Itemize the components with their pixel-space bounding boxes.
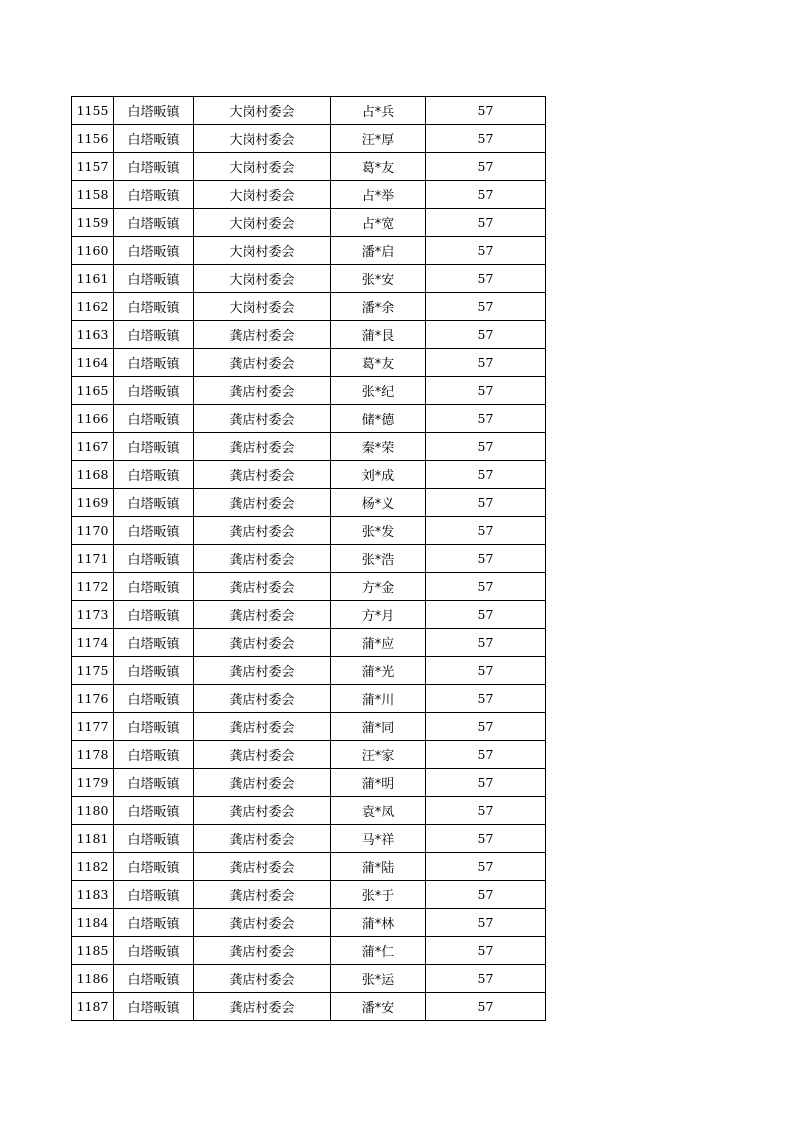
cell-amount: 57 xyxy=(426,769,546,797)
cell-town: 白塔畈镇 xyxy=(114,489,194,517)
cell-town: 白塔畈镇 xyxy=(114,97,194,125)
cell-amount: 57 xyxy=(426,405,546,433)
cell-name: 蒲*川 xyxy=(331,685,426,713)
cell-name: 蒲*林 xyxy=(331,909,426,937)
cell-amount: 57 xyxy=(426,489,546,517)
table-row xyxy=(72,965,546,993)
cell-town: 白塔畈镇 xyxy=(114,853,194,881)
cell-amount: 57 xyxy=(426,293,546,321)
cell-town: 白塔畈镇 xyxy=(114,377,194,405)
cell-village: 龚店村委会 xyxy=(194,349,331,377)
cell-village: 龚店村委会 xyxy=(194,377,331,405)
table-row xyxy=(72,993,546,1021)
cell-row-number: 1169 xyxy=(72,489,114,517)
cell-row-number: 1165 xyxy=(72,377,114,405)
cell-amount: 57 xyxy=(426,265,546,293)
table-body xyxy=(72,97,546,1021)
cell-village: 龚店村委会 xyxy=(194,937,331,965)
cell-amount: 57 xyxy=(426,545,546,573)
cell-town: 白塔畈镇 xyxy=(114,797,194,825)
cell-name: 蒲*陆 xyxy=(331,853,426,881)
cell-row-number: 1159 xyxy=(72,209,114,237)
cell-town: 白塔畈镇 xyxy=(114,909,194,937)
cell-amount: 57 xyxy=(426,937,546,965)
cell-name: 方*金 xyxy=(331,573,426,601)
cell-village: 大岗村委会 xyxy=(194,181,331,209)
cell-row-number: 1178 xyxy=(72,741,114,769)
cell-amount: 57 xyxy=(426,321,546,349)
cell-name: 张*发 xyxy=(331,517,426,545)
cell-amount: 57 xyxy=(426,573,546,601)
cell-amount: 57 xyxy=(426,349,546,377)
cell-village: 龚店村委会 xyxy=(194,405,331,433)
cell-town: 白塔畈镇 xyxy=(114,153,194,181)
cell-village: 龚店村委会 xyxy=(194,741,331,769)
cell-name: 蒲*艮 xyxy=(331,321,426,349)
cell-name: 刘*成 xyxy=(331,461,426,489)
table-row xyxy=(72,601,546,629)
table-row xyxy=(72,685,546,713)
cell-name: 潘*余 xyxy=(331,293,426,321)
table-row xyxy=(72,97,546,125)
table-row xyxy=(72,517,546,545)
cell-amount: 57 xyxy=(426,601,546,629)
cell-row-number: 1161 xyxy=(72,265,114,293)
cell-town: 白塔畈镇 xyxy=(114,293,194,321)
table-row xyxy=(72,125,546,153)
table-row xyxy=(72,377,546,405)
cell-name: 蒲*光 xyxy=(331,657,426,685)
cell-amount: 57 xyxy=(426,461,546,489)
cell-town: 白塔畈镇 xyxy=(114,713,194,741)
cell-amount: 57 xyxy=(426,377,546,405)
cell-town: 白塔畈镇 xyxy=(114,265,194,293)
cell-row-number: 1184 xyxy=(72,909,114,937)
cell-row-number: 1182 xyxy=(72,853,114,881)
table-row xyxy=(72,153,546,181)
table-row xyxy=(72,881,546,909)
cell-amount: 57 xyxy=(426,909,546,937)
cell-row-number: 1187 xyxy=(72,993,114,1021)
table-row xyxy=(72,209,546,237)
cell-row-number: 1170 xyxy=(72,517,114,545)
cell-row-number: 1171 xyxy=(72,545,114,573)
cell-row-number: 1176 xyxy=(72,685,114,713)
cell-village: 龚店村委会 xyxy=(194,825,331,853)
cell-name: 占*兵 xyxy=(331,97,426,125)
cell-row-number: 1157 xyxy=(72,153,114,181)
cell-name: 蒲*应 xyxy=(331,629,426,657)
cell-town: 白塔畈镇 xyxy=(114,545,194,573)
cell-village: 龚店村委会 xyxy=(194,489,331,517)
cell-village: 龚店村委会 xyxy=(194,629,331,657)
cell-amount: 57 xyxy=(426,433,546,461)
cell-village: 龚店村委会 xyxy=(194,685,331,713)
cell-row-number: 1164 xyxy=(72,349,114,377)
cell-village: 龚店村委会 xyxy=(194,657,331,685)
cell-name: 葛*友 xyxy=(331,153,426,181)
table-row xyxy=(72,769,546,797)
table-row xyxy=(72,797,546,825)
cell-amount: 57 xyxy=(426,97,546,125)
cell-amount: 57 xyxy=(426,517,546,545)
cell-row-number: 1167 xyxy=(72,433,114,461)
cell-village: 龚店村委会 xyxy=(194,517,331,545)
cell-row-number: 1158 xyxy=(72,181,114,209)
cell-town: 白塔畈镇 xyxy=(114,657,194,685)
cell-name: 袁*凤 xyxy=(331,797,426,825)
cell-name: 张*浩 xyxy=(331,545,426,573)
cell-row-number: 1174 xyxy=(72,629,114,657)
cell-town: 白塔畈镇 xyxy=(114,573,194,601)
cell-village: 龚店村委会 xyxy=(194,881,331,909)
cell-row-number: 1168 xyxy=(72,461,114,489)
cell-amount: 57 xyxy=(426,825,546,853)
cell-village: 龚店村委会 xyxy=(194,601,331,629)
cell-name: 潘*启 xyxy=(331,237,426,265)
table-row xyxy=(72,237,546,265)
cell-village: 龚店村委会 xyxy=(194,909,331,937)
table-row xyxy=(72,461,546,489)
cell-amount: 57 xyxy=(426,153,546,181)
cell-town: 白塔畈镇 xyxy=(114,601,194,629)
cell-village: 大岗村委会 xyxy=(194,153,331,181)
cell-row-number: 1166 xyxy=(72,405,114,433)
cell-amount: 57 xyxy=(426,237,546,265)
cell-row-number: 1160 xyxy=(72,237,114,265)
cell-row-number: 1155 xyxy=(72,97,114,125)
table-row xyxy=(72,433,546,461)
cell-town: 白塔畈镇 xyxy=(114,517,194,545)
cell-name: 杨*义 xyxy=(331,489,426,517)
cell-village: 龚店村委会 xyxy=(194,433,331,461)
cell-village: 大岗村委会 xyxy=(194,237,331,265)
cell-name: 张*纪 xyxy=(331,377,426,405)
cell-name: 秦*荣 xyxy=(331,433,426,461)
cell-name: 潘*安 xyxy=(331,993,426,1021)
cell-village: 龚店村委会 xyxy=(194,573,331,601)
cell-amount: 57 xyxy=(426,685,546,713)
cell-name: 占*举 xyxy=(331,181,426,209)
cell-town: 白塔畈镇 xyxy=(114,349,194,377)
cell-amount: 57 xyxy=(426,181,546,209)
cell-amount: 57 xyxy=(426,657,546,685)
cell-amount: 57 xyxy=(426,741,546,769)
cell-town: 白塔畈镇 xyxy=(114,825,194,853)
cell-name: 蒲*明 xyxy=(331,769,426,797)
cell-name: 张*安 xyxy=(331,265,426,293)
cell-town: 白塔畈镇 xyxy=(114,237,194,265)
cell-row-number: 1162 xyxy=(72,293,114,321)
cell-village: 龚店村委会 xyxy=(194,993,331,1021)
table-row xyxy=(72,489,546,517)
cell-town: 白塔畈镇 xyxy=(114,461,194,489)
cell-name: 汪*家 xyxy=(331,741,426,769)
cell-name: 汪*厚 xyxy=(331,125,426,153)
cell-village: 龚店村委会 xyxy=(194,321,331,349)
cell-village: 龚店村委会 xyxy=(194,769,331,797)
cell-row-number: 1180 xyxy=(72,797,114,825)
cell-name: 葛*友 xyxy=(331,349,426,377)
cell-town: 白塔畈镇 xyxy=(114,629,194,657)
cell-amount: 57 xyxy=(426,713,546,741)
cell-row-number: 1173 xyxy=(72,601,114,629)
cell-row-number: 1179 xyxy=(72,769,114,797)
cell-village: 大岗村委会 xyxy=(194,97,331,125)
cell-row-number: 1186 xyxy=(72,965,114,993)
cell-name: 储*德 xyxy=(331,405,426,433)
cell-village: 龚店村委会 xyxy=(194,853,331,881)
table-row xyxy=(72,545,546,573)
cell-town: 白塔畈镇 xyxy=(114,769,194,797)
table-row xyxy=(72,825,546,853)
cell-row-number: 1163 xyxy=(72,321,114,349)
cell-town: 白塔畈镇 xyxy=(114,125,194,153)
cell-name: 蒲*仁 xyxy=(331,937,426,965)
cell-village: 龚店村委会 xyxy=(194,461,331,489)
cell-amount: 57 xyxy=(426,993,546,1021)
cell-name: 占*宽 xyxy=(331,209,426,237)
table-row xyxy=(72,265,546,293)
cell-row-number: 1175 xyxy=(72,657,114,685)
table-row xyxy=(72,293,546,321)
cell-village: 龚店村委会 xyxy=(194,545,331,573)
cell-town: 白塔畈镇 xyxy=(114,321,194,349)
table-row xyxy=(72,321,546,349)
table-row xyxy=(72,629,546,657)
table-row xyxy=(72,405,546,433)
cell-amount: 57 xyxy=(426,629,546,657)
cell-town: 白塔畈镇 xyxy=(114,965,194,993)
table-row xyxy=(72,181,546,209)
cell-town: 白塔畈镇 xyxy=(114,405,194,433)
cell-amount: 57 xyxy=(426,853,546,881)
cell-town: 白塔畈镇 xyxy=(114,209,194,237)
cell-village: 龚店村委会 xyxy=(194,965,331,993)
cell-row-number: 1156 xyxy=(72,125,114,153)
cell-village: 大岗村委会 xyxy=(194,265,331,293)
cell-town: 白塔畈镇 xyxy=(114,685,194,713)
table-row xyxy=(72,909,546,937)
cell-amount: 57 xyxy=(426,797,546,825)
cell-village: 大岗村委会 xyxy=(194,293,331,321)
table-row xyxy=(72,741,546,769)
cell-name: 张*于 xyxy=(331,881,426,909)
cell-amount: 57 xyxy=(426,209,546,237)
cell-amount: 57 xyxy=(426,965,546,993)
data-table xyxy=(71,96,546,1021)
cell-village: 大岗村委会 xyxy=(194,209,331,237)
table-row xyxy=(72,937,546,965)
cell-row-number: 1177 xyxy=(72,713,114,741)
table-row xyxy=(72,853,546,881)
cell-name: 马*祥 xyxy=(331,825,426,853)
cell-amount: 57 xyxy=(426,125,546,153)
cell-row-number: 1185 xyxy=(72,937,114,965)
cell-name: 张*运 xyxy=(331,965,426,993)
table-row xyxy=(72,657,546,685)
cell-name: 蒲*同 xyxy=(331,713,426,741)
cell-row-number: 1172 xyxy=(72,573,114,601)
cell-town: 白塔畈镇 xyxy=(114,181,194,209)
cell-town: 白塔畈镇 xyxy=(114,433,194,461)
cell-amount: 57 xyxy=(426,881,546,909)
table-row xyxy=(72,349,546,377)
cell-village: 大岗村委会 xyxy=(194,125,331,153)
cell-row-number: 1183 xyxy=(72,881,114,909)
cell-row-number: 1181 xyxy=(72,825,114,853)
cell-village: 龚店村委会 xyxy=(194,797,331,825)
cell-village: 龚店村委会 xyxy=(194,713,331,741)
cell-town: 白塔畈镇 xyxy=(114,741,194,769)
cell-town: 白塔畈镇 xyxy=(114,881,194,909)
cell-town: 白塔畈镇 xyxy=(114,993,194,1021)
table-row xyxy=(72,573,546,601)
cell-town: 白塔畈镇 xyxy=(114,937,194,965)
table-row xyxy=(72,713,546,741)
cell-name: 方*月 xyxy=(331,601,426,629)
